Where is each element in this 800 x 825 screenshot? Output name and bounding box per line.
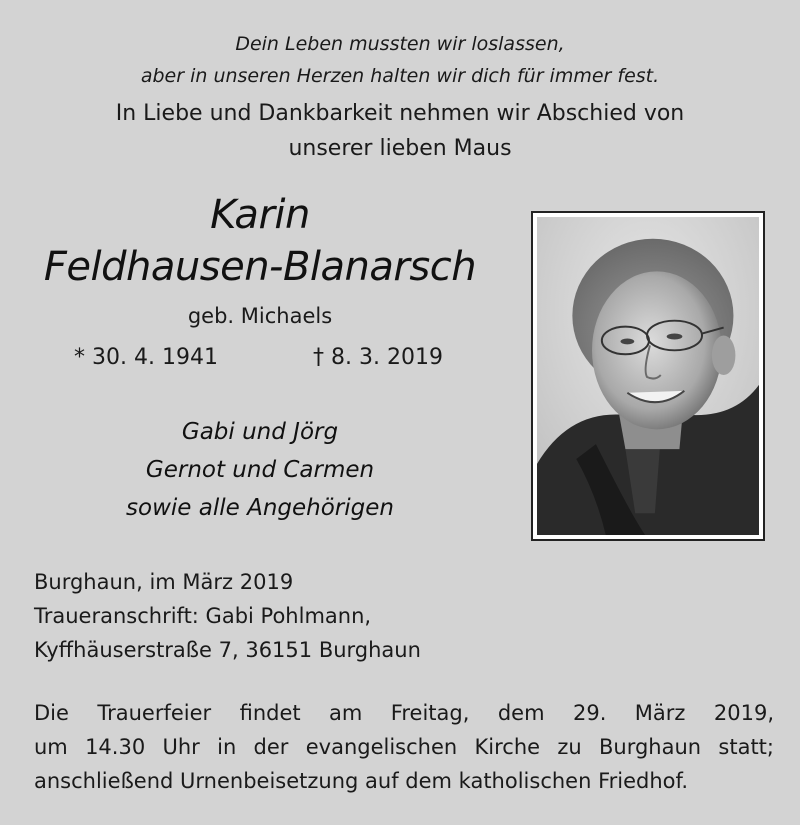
portrait-photo <box>531 211 765 541</box>
death-date: † 8. 3. 2019 <box>313 345 443 370</box>
ceremony-line-2: um 14.30 Uhr in der evangelischen Kirche zu Burghaun statt; <box>34 735 774 759</box>
intro-line-1: In Liebe und Dankbarkeit nehmen wir Abschied von <box>115 101 685 126</box>
mourner-line-2: Gernot und Carmen <box>145 457 375 483</box>
ceremony-line-1: Die Trauerfeier findet am Freitag, dem 29. März 2019, <box>34 701 774 725</box>
mourner-line-1: Gabi und Jörg <box>181 419 339 445</box>
contact-street: Kyffhäuserstraße 7, 36151 Burghaun <box>34 638 421 662</box>
ceremony-line-3: anschließend Urnenbeisetzung auf dem katholischen Friedhof. <box>34 769 689 793</box>
intro-line-2: unserer lieben Maus <box>288 136 512 161</box>
contact-name: Traueranschrift: Gabi Pohlmann, <box>34 604 372 628</box>
motto-line-2: aber in unseren Herzen halten wir dich für immer fest. <box>140 65 660 87</box>
place-date: Burghaun, im März 2019 <box>34 570 294 594</box>
mourner-line-3: sowie alle Angehörigen <box>126 495 394 521</box>
birth-date: * 30. 4. 1941 <box>74 345 218 370</box>
portrait-photo-icon <box>537 217 759 535</box>
maiden-name: geb. Michaels <box>187 304 333 328</box>
deceased-last-name: Feldhausen-Blanarsch <box>43 244 477 290</box>
ceremony-text <box>34 696 774 798</box>
motto-line-1: Dein Leben mussten wir loslassen, <box>235 33 565 55</box>
deceased-first-name: Karin <box>210 192 310 238</box>
